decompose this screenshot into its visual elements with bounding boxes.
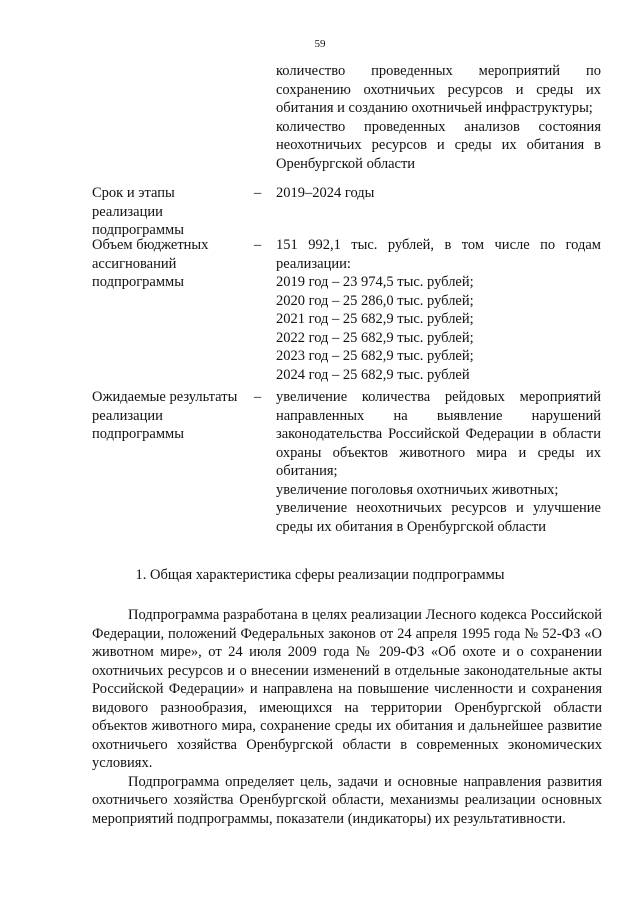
page-number: 59 xyxy=(314,38,326,50)
body-paragraph: Подпрограмма определяет цель, задачи и основные направления развития охотничьего хозяйства Оренбургской области, механизмы реализации основных мероприятий подпрограммы, показатели (индикаторы) их результативности. xyxy=(92,773,602,827)
budget-intro: 151 992,1 тыс. рублей, в том числе по годам реализации: xyxy=(276,237,601,272)
term-label: Срок и этапы реализации подпрограммы xyxy=(92,185,184,238)
section-heading: 1. Общая характеристика сферы реализации подпрограммы xyxy=(135,567,505,583)
result-item: увеличение неохотничьих ресурсов и улучшение среды их обитания в Оренбургской области xyxy=(276,500,601,535)
budget-dash: – xyxy=(254,237,262,253)
indicator-item: количество проведенных анализов состояния неохотничьих ресурсов и среды их обитания в Оренбургской области xyxy=(276,118,601,172)
body-text xyxy=(92,606,602,828)
budget-year-line: 2022 год – 25 682,9 тыс. рублей; xyxy=(276,329,474,346)
indicator-item: количество проведенных мероприятий по сохранению охотничьих ресурсов и среды их обитания и созданию охотничьей инфраструктуры; xyxy=(276,63,601,116)
budget-label: Объем бюджетных ассигнований подпрограммы xyxy=(92,237,209,290)
budget-year-line: 2020 год – 25 286,0 тыс. рублей; xyxy=(276,292,474,309)
budget-value xyxy=(276,236,601,384)
budget-year-line: 2023 год – 25 682,9 тыс. рублей; xyxy=(276,348,474,364)
indicators-continuation-value xyxy=(276,62,601,173)
results-label: Ожидаемые результаты реализации подпрограммы xyxy=(92,389,238,442)
body-paragraph: Подпрограмма разработана в целях реализации Лесного кодекса Российской Федерации, положений Федеральных законов от 24 апреля 1995 года № 52-ФЗ «О животном мире», от 24 июля 2009 года № 209-ФЗ «Об охоте и о сохранении охотничьих ресурсов и о внесении изменений в отдельные законодательные акты Российской Федерации» и направлена на повышение численности и сохранения видового разнообразия, имеющихся на территории Оренбургской области объектов животного мира, сохранение среды их обитания и дальнейшее развитие охотничьего хозяйства Оренбургской области в современных экономических условиях. xyxy=(92,607,602,771)
budget-year-line: 2019 год – 23 974,5 тыс. рублей; xyxy=(276,274,474,290)
budget-year-line: 2021 год – 25 682,9 тыс. рублей; xyxy=(276,311,474,327)
results-dash: – xyxy=(254,389,262,405)
term-dash: – xyxy=(254,185,262,201)
budget-year-line: 2024 год – 25 682,9 тыс. рублей xyxy=(276,366,470,383)
results-value xyxy=(276,388,601,536)
result-item: увеличение поголовья охотничьих животных; xyxy=(276,481,559,498)
result-item: увеличение количества рейдовых мероприятий направленных на выявление нарушений законодательства Российской Федерации в области охраны объектов животного мира и среды их обитания; xyxy=(276,389,601,479)
term-value: 2019–2024 годы xyxy=(276,185,375,201)
